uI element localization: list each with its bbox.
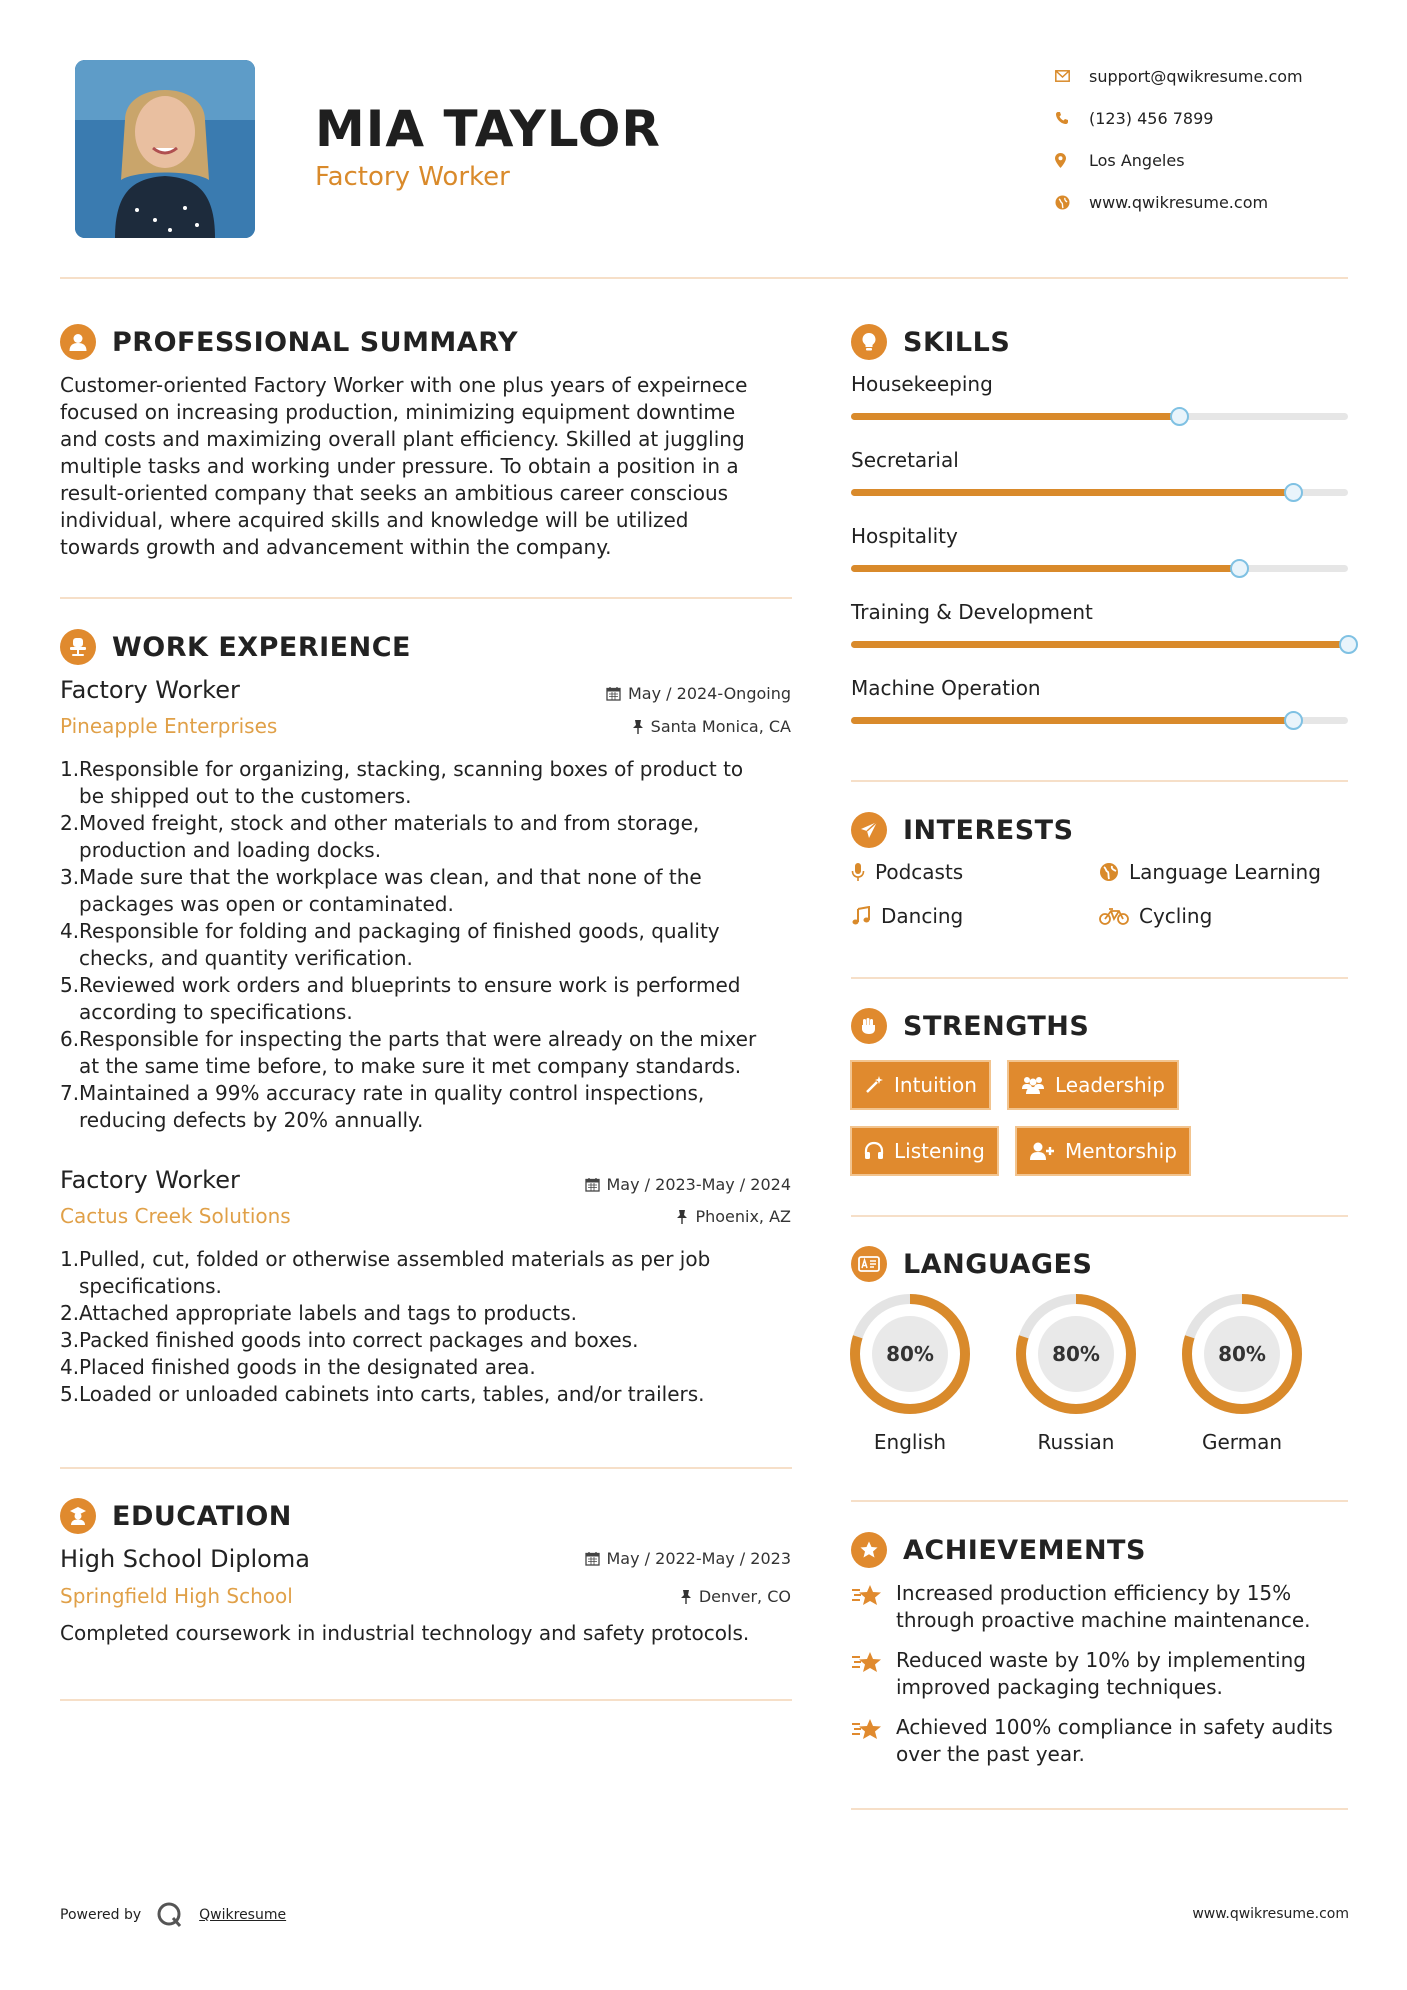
experience-title: WORK EXPERIENCE (112, 631, 411, 663)
calendar-icon (585, 1551, 600, 1566)
chair-icon (60, 629, 96, 665)
skill-name: Secretarial (851, 448, 959, 472)
footer-website[interactable]: www.qwikresume.com (1192, 1906, 1349, 1922)
summary-text (60, 372, 800, 561)
job-title: Factory Worker (60, 1166, 240, 1194)
strength-label: Leadership (1055, 1073, 1165, 1097)
skills-title: SKILLS (903, 326, 1011, 358)
language-name: English (873, 1430, 947, 1454)
job-location-text: Phoenix, AZ (695, 1207, 791, 1226)
skill-name: Hospitality (851, 524, 958, 548)
job-bullets (60, 756, 800, 1134)
skill-name: Training & Development (851, 600, 1093, 624)
languages-divider (851, 1500, 1348, 1502)
achievements-title: ACHIEVEMENTS (903, 1534, 1146, 1566)
skill-bar-fill (851, 489, 1293, 496)
qwikresume-logo-icon (155, 1900, 185, 1930)
contact-list (1055, 55, 1303, 223)
bicycle-icon (1099, 907, 1129, 925)
music-note-icon (851, 906, 871, 926)
contact-website[interactable] (1055, 181, 1303, 223)
achievements-heading (851, 1532, 1146, 1568)
experience-heading (60, 629, 411, 665)
contact-email[interactable] (1055, 55, 1303, 97)
summary-heading (60, 324, 518, 360)
contact-phone-text: (123) 456 7899 (1089, 108, 1214, 128)
summary-line: towards growth and advancement within the company. (60, 535, 612, 559)
headphones-icon (864, 1141, 884, 1161)
interests-divider (851, 977, 1348, 979)
list-item: 2. Attached appropriate labels and tags to products. (60, 1301, 578, 1325)
education-location-text: Denver, CO (698, 1587, 791, 1606)
interest-label: Cycling (1139, 904, 1213, 928)
star-icon (851, 1714, 896, 1768)
summary-line: Customer-oriented Factory Worker with one plus years of expeirnece (60, 373, 748, 397)
star-icon (851, 1580, 896, 1634)
strength-label: Listening (894, 1139, 985, 1163)
strength-badge (1007, 1060, 1179, 1110)
brand-link[interactable]: Qwikresume (199, 1907, 287, 1923)
strengths-divider (851, 1215, 1348, 1217)
education-date-text: May / 2022-May / 2023 (606, 1549, 791, 1568)
star-icon (851, 1647, 896, 1701)
list-item: 7. Maintained a 99% accuracy rate in quality control inspections, reducing defects by 20% annually. (60, 1081, 705, 1132)
list-item: 1. Pulled, cut, folded or otherwise assembled materials as per job specifications. (60, 1247, 711, 1298)
contact-location (1055, 139, 1303, 181)
list-item: 5. Reviewed work orders and blueprints to ensure work is performed according to specifications. (60, 973, 741, 1024)
paper-plane-icon (851, 812, 887, 848)
interests-heading (851, 812, 1074, 848)
skill-name: Housekeeping (851, 372, 993, 396)
strengths-title: STRENGTHS (903, 1010, 1090, 1042)
list-item: 5. Loaded or unloaded cabinets into carts, tables, and/or trailers. (60, 1382, 705, 1406)
globe-icon (1055, 195, 1089, 210)
job-date (606, 684, 791, 703)
education-date (585, 1549, 792, 1568)
achievement-item: Reduced waste by 10% by implementing improved packaging techniques. (851, 1647, 1306, 1701)
interest-item (851, 904, 963, 928)
summary-divider (60, 597, 792, 599)
language-percent: 80% (886, 1342, 934, 1366)
achievements-divider (851, 1808, 1348, 1810)
job-location (676, 1207, 791, 1226)
strengths-heading (851, 1008, 1089, 1044)
job-company: Cactus Creek Solutions (60, 1204, 291, 1228)
lightbulb-icon (851, 324, 887, 360)
footer-powered-by (60, 1900, 286, 1930)
list-item: 1. Responsible for organizing, stacking, scanning boxes of product to be shipped out to the customers. (60, 757, 744, 808)
pin-icon (680, 1589, 692, 1604)
contact-website-text: www.qwikresume.com (1089, 192, 1269, 212)
language-ring (1180, 1292, 1304, 1416)
skill-slider-knob[interactable] (1339, 635, 1358, 654)
list-item: 2. Moved freight, stock and other materials to and from storage, production and loading docks. (60, 811, 700, 862)
achievement-item: Achieved 100% compliance in safety audits over the past year. (851, 1714, 1333, 1768)
calendar-icon (606, 686, 621, 701)
list-item: 4. Responsible for folding and packaging of finished goods, quality checks, and quantity verification. (60, 919, 720, 970)
interest-label: Dancing (881, 904, 964, 928)
user-plus-icon (1029, 1141, 1055, 1161)
list-item: 4. Placed finished goods in the designated area. (60, 1355, 536, 1379)
profile-photo (75, 60, 255, 238)
user-icon (60, 324, 96, 360)
graduate-icon (60, 1498, 96, 1534)
job-date (585, 1175, 792, 1194)
language-item (1177, 1292, 1307, 1454)
language-name: Russian (1037, 1430, 1115, 1454)
users-icon (1021, 1075, 1045, 1095)
skill-bar-track (851, 489, 1348, 496)
summary-line: and costs and maximizing overall plant efficiency. Skilled at juggling (60, 427, 745, 451)
language-card-icon (851, 1246, 887, 1282)
strength-badge (850, 1060, 991, 1110)
job-company: Pineapple Enterprises (60, 714, 278, 738)
skills-heading (851, 324, 1010, 360)
strength-label: Intuition (894, 1073, 977, 1097)
globe-icon (1099, 862, 1119, 882)
star-badge-icon (851, 1532, 887, 1568)
contact-phone[interactable] (1055, 97, 1303, 139)
mail-icon (1055, 70, 1089, 82)
skill-slider-knob[interactable] (1284, 483, 1303, 502)
interest-item (851, 860, 963, 884)
strength-badge (850, 1126, 999, 1176)
language-percent: 80% (1052, 1342, 1100, 1366)
education-location (680, 1587, 791, 1606)
phone-icon (1055, 111, 1089, 125)
magic-wand-icon (864, 1075, 884, 1095)
education-description: Completed coursework in industrial technology and safety protocols. (60, 1621, 750, 1645)
language-ring (848, 1292, 972, 1416)
education-divider (60, 1699, 792, 1701)
skill-bar-track (851, 641, 1348, 648)
list-item: 3. Packed finished goods into correct packages and boxes. (60, 1328, 639, 1352)
job-date-text: May / 2024-Ongoing (628, 684, 791, 703)
education-heading (60, 1498, 292, 1534)
pin-icon (632, 719, 644, 734)
skill-bar-fill (851, 717, 1293, 724)
candidate-name: MIA TAYLOR (315, 100, 661, 158)
calendar-icon (585, 1177, 600, 1192)
skill-slider-knob[interactable] (1170, 407, 1189, 426)
list-item: 6. Responsible for inspecting the parts that were already on the mixer at the same time before, to make sure it met company standards. (60, 1027, 757, 1078)
language-item (1011, 1292, 1141, 1454)
interest-label: Podcasts (875, 860, 964, 884)
header-divider (60, 277, 1348, 279)
skill-slider-knob[interactable] (1284, 711, 1303, 730)
skill-bar-track (851, 413, 1348, 420)
pin-icon (676, 1209, 688, 1224)
job-location (632, 717, 791, 736)
summary-line: result-oriented company that seeks an ambitious career conscious (60, 481, 729, 505)
school-name: Springfield High School (60, 1584, 293, 1608)
job-bullets (60, 1246, 800, 1408)
candidate-title: Factory Worker (315, 162, 510, 192)
contact-location-text: Los Angeles (1089, 150, 1185, 170)
summary-title: PROFESSIONAL SUMMARY (112, 326, 519, 358)
skills-divider (851, 780, 1348, 782)
strength-badge (1015, 1126, 1191, 1176)
microphone-icon (851, 862, 865, 882)
location-icon (1055, 153, 1089, 168)
skill-bar-fill (851, 413, 1179, 420)
skill-name: Machine Operation (851, 676, 1041, 700)
language-name: German (1201, 1430, 1283, 1454)
strength-label: Mentorship (1065, 1139, 1177, 1163)
powered-by-text: Powered by (60, 1907, 142, 1923)
skill-bar-fill (851, 565, 1239, 572)
interests-title: INTERESTS (903, 814, 1074, 846)
job-location-text: Santa Monica, CA (650, 717, 791, 736)
language-item (845, 1292, 975, 1454)
experience-divider (60, 1467, 792, 1469)
education-title: EDUCATION (112, 1500, 292, 1532)
languages-heading (851, 1246, 1092, 1282)
achievement-item: Increased production efficiency by 15% through proactive machine maintenance. (851, 1580, 1311, 1634)
list-item: 3. Made sure that the workplace was clean, and that none of the packages was open or contaminated. (60, 865, 702, 916)
language-ring (1014, 1292, 1138, 1416)
skill-bar-track (851, 717, 1348, 724)
skill-slider-knob[interactable] (1230, 559, 1249, 578)
job-title: Factory Worker (60, 676, 240, 704)
fist-icon (851, 1008, 887, 1044)
summary-line: focused on increasing production, minimizing equipment downtime (60, 400, 736, 424)
job-date-text: May / 2023-May / 2024 (606, 1175, 791, 1194)
summary-line: multiple tasks and working under pressure. To obtain a position in a (60, 454, 739, 478)
contact-email-text: support@qwikresume.com (1089, 66, 1303, 86)
interest-item (1099, 904, 1212, 928)
interest-label: Language Learning (1129, 860, 1321, 884)
skill-bar-track (851, 565, 1348, 572)
languages-title: LANGUAGES (903, 1248, 1093, 1280)
language-percent: 80% (1218, 1342, 1266, 1366)
degree-title: High School Diploma (60, 1545, 310, 1573)
interest-item (1099, 860, 1321, 884)
summary-line: individual, where acquired skills and knowledge will be utilized (60, 508, 689, 532)
skill-bar-fill (851, 641, 1348, 648)
